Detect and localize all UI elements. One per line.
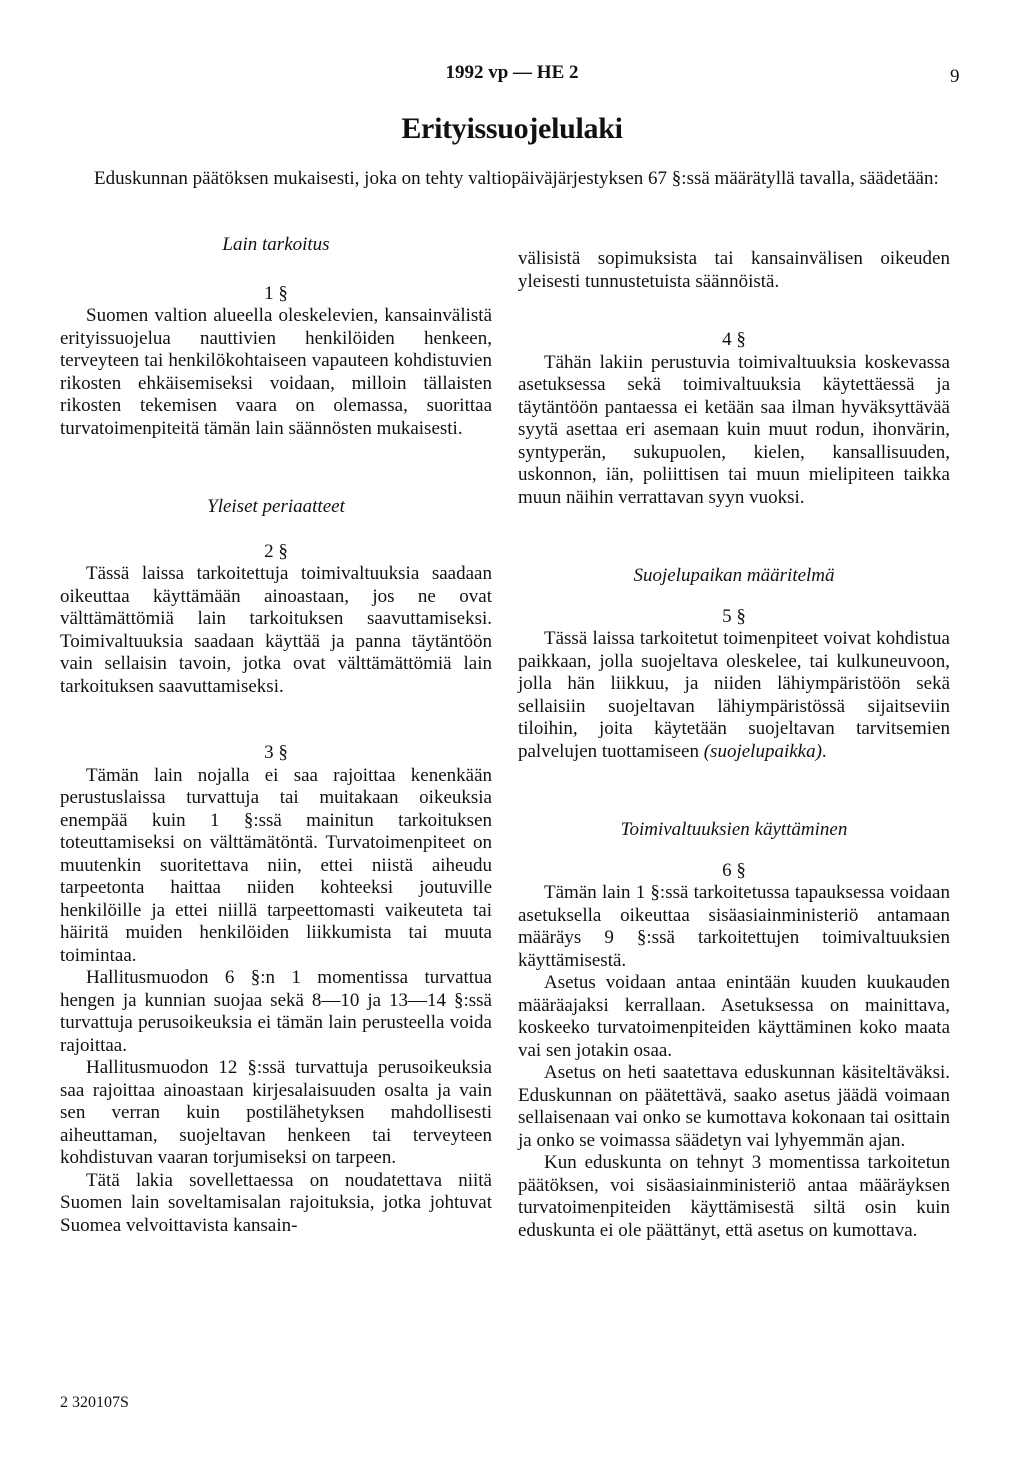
section-5-term: (suojelupaikka): [703, 740, 822, 762]
heading-yleiset-periaatteet: Yleiset periaatteet: [207, 496, 345, 517]
section-6-paragraph-3: Asetus on heti saatettava eduskunnan käsiteltäväksi. Eduskunnan on päätettävä, saako asetus jäädä voimaan sellaisenaan vai onko se kumottava kokonaan tai osittain ja onko se voimassa säädetyn vai lyhyemmän ajan.: [518, 1062, 950, 1151]
section-2-number: 2 §: [264, 540, 288, 562]
section-6-paragraph-4: Kun eduskunta on tehnyt 3 momentissa tarkoitetun päätöksen, voi sisäasiainministeriö antaa määräyksen turvatoimenpiteiden käyttämisestä siltä osin kuin eduskunta ei ole päättänyt, että asetus on kumottava.: [518, 1152, 950, 1241]
right-column: [518, 248, 950, 1242]
preamble: Eduskunnan päätöksen mukaisesti, joka on tehty valtiopäiväjärjestyksen 67 §:ssä määrätyllä tavalla, säädetään:: [94, 168, 939, 189]
section-6-number: 6 §: [722, 859, 746, 881]
section-2-text: Tässä laissa tarkoitettuja toimivaltuuksia saadaan oikeuttaa käyttämään ainoastaan, jos ne ovat välttämättömiä lain tarkoituksen saavuttamiseksi. Toimivaltuuksia saadaan käyttää ja panna täytäntöön vain sellaisin tavoin, jotka ovat välttämättömiä lain tarkoituksen saavuttamiseksi.: [60, 563, 492, 697]
section-1-text: Suomen valtion alueella oleskelevien, kansainvälistä erityissuojelua nauttivien henkilöiden henkeen, terveyteen tai henkilökohtaiseen vapauteen kohdistuvien rikosten ehkäisemiseksi voidaan, milloin tällaisten rikosten tekemisen vaara on olemassa, suorittaa turvatoimenpiteitä tämän lain säännösten mukaisesti.: [60, 305, 492, 439]
section-1-number: 1 §: [264, 282, 288, 304]
section-3-paragraph-4: Tätä lakia sovellettaessa on noudatettava niitä Suomen lain soveltamisalan rajoituksia, jotka johtuvat Suomea velvoittavista kansain-: [60, 1169, 492, 1236]
section-5-text: Tässä laissa tarkoitetut toimenpiteet voivat kohdistua paikkaan, jolla suojeltava oleskelee, tai kulkuneuvoon, jolla hän liikkuu, ja niiden lähiympäristöön sekä sellaisiin suojeltavan lähiympäristössä sijaitseviin tiloihin, joita käytetään suojeltavan tarvitsemien palvelujen tuottamiseen (suojelupaikka).: [518, 628, 950, 762]
section-3-paragraph-3: Hallitusmuodon 12 §:ssä turvattuja perusoikeuksia saa rajoittaa ainoastaan kirjesalaisuuden osalta ja vain sen verran kuin postilähetyksen mahdollisesti aiheuttaman, suojeltavan henkeen tai terveyteen kohdistuvan vaaran torjumiseksi on tarpeen.: [60, 1057, 492, 1168]
page-number: 9: [950, 66, 960, 87]
section-5-body: Tässä laissa tarkoitetut toimenpiteet voivat kohdistua paikkaan, jolla suojeltava oleskelee, tai kulkuneuvoon, jolla hän liikkuu, ja niiden lähiympäristöön sekä sellaisiin suojeltavan lähiympäristössä sijaitseviin tiloihin, joita käytetään suojeltavan tarvitsemien palvelujen tuottamiseen: [518, 628, 950, 762]
section-6-paragraph-2: Asetus voidaan antaa enintään kuuden kuukauden määräajaksi kerrallaan. Asetuksessa on mainittava, koskeeko turvatoimenpiteiden käyttäminen koko maata vai sen jotakin osaa.: [518, 972, 950, 1061]
section-3-number: 3 §: [264, 742, 288, 763]
section-4-number: 4 §: [722, 329, 746, 350]
heading-toimivaltuuksien-kayttaminen: Toimivaltuuksien käyttäminen: [620, 819, 848, 840]
heading-suojelupaikan-maaritelma: Suojelupaikan määritelmä: [633, 565, 835, 586]
left-column: [60, 234, 492, 1237]
section-3-continuation: välisistä sopimuksista tai kansainvälisen oikeuden yleisesti tunnustetuista säännöistä.: [518, 248, 950, 292]
section-4-text: Tähän lakiin perustuvia toimivaltuuksia koskevassa asetuksessa sekä toimivaltuuksia käytettäessä ja täytäntöön pantaessa ei ketään saa ilman hyväksyttävää syytä asettaa eri asemaan kuin muut rodun, ihonvärin, syntyperän, sukupuolen, kielen, kansallisuuden, uskonnon, iän, poliittisen tai muun mielipiteen taikka muun näihin verrattavan syyn vuoksi.: [518, 351, 950, 508]
footer-print-code: 2 320107S: [60, 1394, 129, 1411]
section-3-paragraph-2: Hallitusmuodon 6 §:n 1 momentissa turvattua hengen ja kunnian suojaa sekä 8—10 ja 13—14 §:ssä turvattuja perusoikeuksia ei tämän lain perusteella voida rajoittaa.: [60, 967, 492, 1056]
section-3-paragraph-1: Tämän lain nojalla ei saa rajoittaa kenenkään perustuslaissa turvattuja tai muitakaan oikeuksia enempää kuin 1 §:ssä mainitun tarkoituksen toteuttamiseksi on välttämätöntä. Turvatoimenpiteet on muutenkin suoritettava niin, ettei niistä aiheudu tarpeetonta haittaa niiden kohteeksi joutuville henkilöille ja ettei niillä tarpeettomasti vaikeuteta tai häiritä muiden henkilöiden liikkumista tai muuta toimintaa.: [60, 764, 492, 966]
heading-lain-tarkoitus: Lain tarkoitus: [222, 234, 330, 255]
running-header: 1992 vp — HE 2: [445, 62, 579, 83]
document-title: Erityissuojelulaki: [401, 112, 623, 145]
section-5-number: 5 §: [722, 605, 746, 627]
section-6-paragraph-1: Tämän lain 1 §:ssä tarkoitetussa tapauksessa voidaan asetuksella oikeuttaa sisäasiainministeriö antamaan määräys 9 §:ssä tarkoitettujen toimivaltuuksien käyttämisestä.: [518, 882, 950, 971]
